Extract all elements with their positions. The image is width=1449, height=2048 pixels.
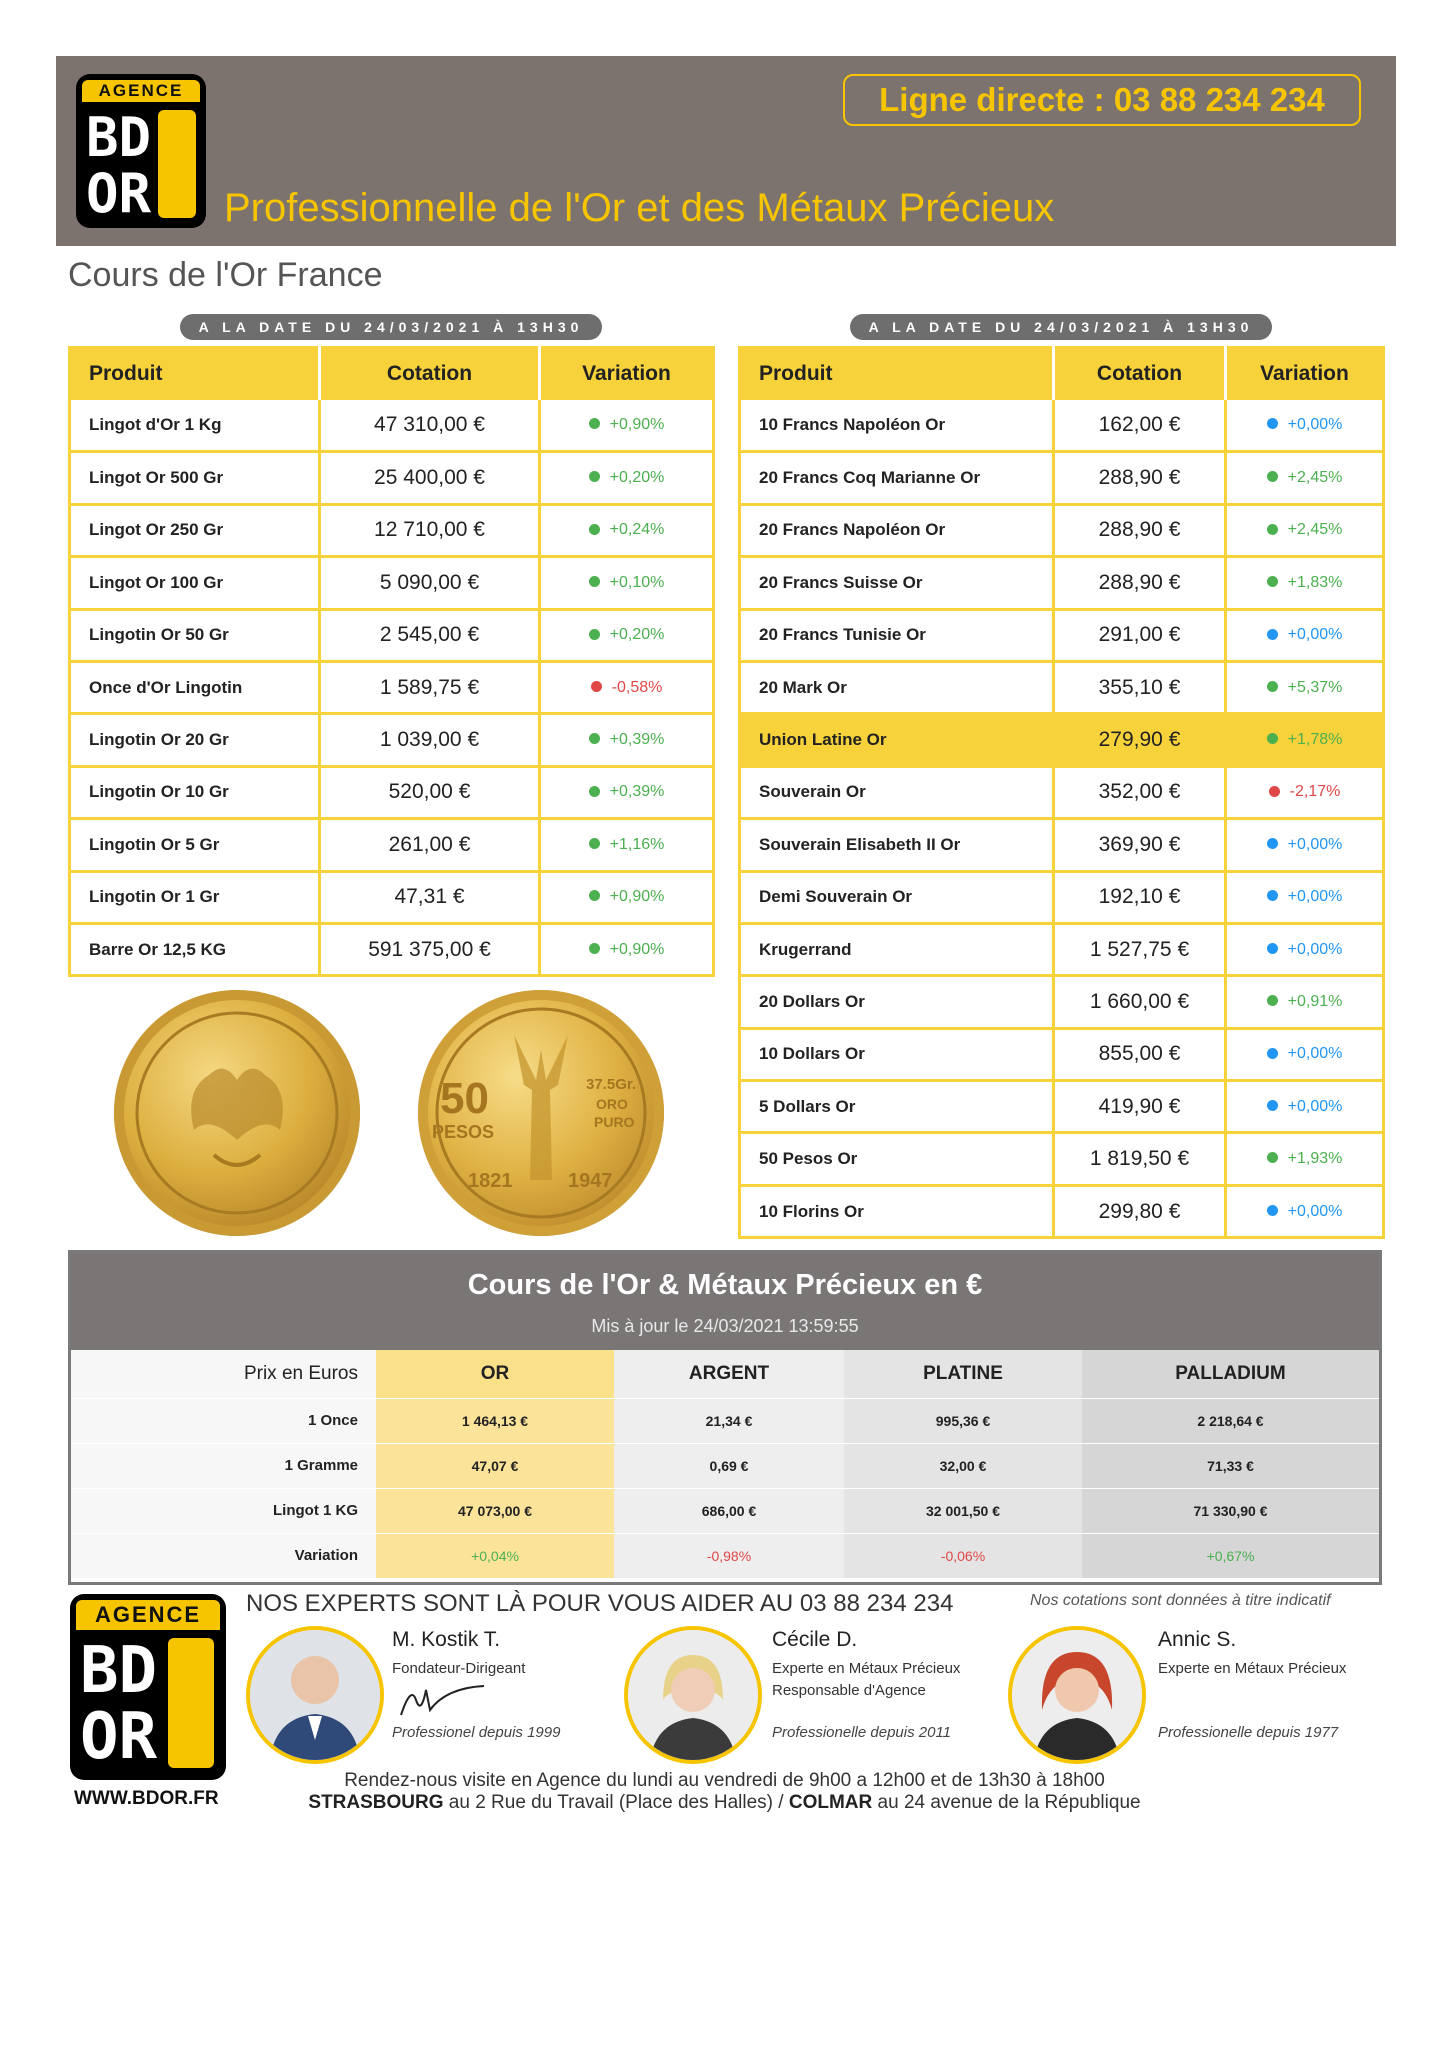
expert-photo-kostik	[246, 1626, 384, 1764]
address-strasbourg: au 2 Rue du Travail (Place des Halles) /	[443, 1792, 789, 1813]
trend-dot-icon	[1267, 681, 1278, 692]
expert-role: Fondateur-Dirigeant	[392, 1660, 526, 1677]
header-argent: ARGENT	[614, 1350, 844, 1398]
table-row[interactable]	[740, 609, 1384, 661]
variation-value: +0,00%	[1287, 1045, 1343, 1063]
website-link[interactable]: WWW.BDOR.FR	[74, 1788, 219, 1809]
expert-since: Professionelle depuis 2011	[772, 1724, 952, 1741]
variation-value: +0,00%	[1287, 626, 1343, 644]
city-colmar: COLMAR	[788, 1792, 873, 1813]
product-variation	[540, 923, 714, 975]
trend-dot-icon	[589, 418, 600, 429]
header-palladium: PALLADIUM	[1082, 1350, 1379, 1398]
product-variation	[540, 819, 714, 871]
trend-dot-icon	[1267, 1048, 1278, 1059]
trend-dot-icon	[589, 890, 600, 901]
variation-value: +0,00%	[1287, 415, 1343, 433]
cell-or: 47 073,00 €	[376, 1488, 614, 1533]
product-variation	[540, 452, 714, 504]
product-price: 591 375,00 €	[320, 923, 540, 975]
trend-dot-icon	[1267, 733, 1278, 744]
coin-value: 50	[440, 1074, 489, 1123]
product-name: Krugerrand	[740, 923, 1054, 975]
cell-or-variation: +0,04%	[376, 1533, 614, 1578]
address-colmar: au 24 avenue de la République	[872, 1792, 1141, 1813]
cell-platine-variation: -0,06%	[844, 1533, 1082, 1578]
trend-dot-icon	[589, 471, 600, 482]
cell-palladium: 71,33 €	[1082, 1443, 1379, 1488]
product-variation	[540, 609, 714, 661]
eagle-emblem-icon	[114, 990, 360, 1236]
header-price: Cotation	[320, 348, 540, 400]
expert-since: Professionel depuis 1999	[392, 1724, 561, 1741]
product-variation	[1226, 714, 1384, 766]
table-row[interactable]	[740, 400, 1384, 452]
disclaimer-note: Nos cotations sont données à titre indicatif	[1030, 1592, 1331, 1609]
variation-value: +1,16%	[609, 835, 665, 853]
table-row[interactable]	[740, 976, 1384, 1028]
logo-bd-text: BD	[86, 106, 152, 169]
metals-price-table	[71, 1350, 1379, 1578]
table-row[interactable]	[740, 819, 1384, 871]
header-variation: Variation	[540, 348, 714, 400]
cell-argent-variation: -0,98%	[614, 1533, 844, 1578]
variation-value: +0,20%	[609, 626, 665, 644]
coin-unit: PESOS	[432, 1122, 495, 1142]
table-row[interactable]	[70, 714, 714, 766]
trend-dot-icon	[589, 838, 600, 849]
trend-dot-icon	[1267, 418, 1278, 429]
bullion-price-table	[68, 346, 715, 977]
trend-dot-icon	[589, 524, 600, 535]
product-name: 10 Florins Or	[740, 1185, 1054, 1237]
winged-victory-icon	[418, 990, 664, 1236]
expert-role-secondary: Responsable d'Agence	[772, 1682, 926, 1699]
product-price: 355,10 €	[1054, 661, 1226, 713]
product-name: Lingotin Or 5 Gr	[70, 819, 320, 871]
product-price: 25 400,00 €	[320, 452, 540, 504]
product-variation	[1226, 661, 1384, 713]
product-variation	[1226, 557, 1384, 609]
metals-header-row	[71, 1350, 1379, 1398]
product-variation	[540, 504, 714, 556]
header-product: Produit	[70, 348, 320, 400]
product-variation	[540, 557, 714, 609]
expert-role: Experte en Métaux Précieux	[1158, 1660, 1347, 1677]
product-name: 20 Mark Or	[740, 661, 1054, 713]
product-variation	[1226, 1185, 1384, 1237]
table-row[interactable]	[740, 452, 1384, 504]
variation-value: +1,93%	[1287, 1150, 1343, 1168]
header-product: Produit	[740, 348, 1054, 400]
product-price: 162,00 €	[1054, 400, 1226, 452]
expert-role: Experte en Métaux Précieux	[772, 1660, 961, 1677]
table-row[interactable]	[740, 661, 1384, 713]
expert-photo-cecile	[624, 1626, 762, 1764]
product-price: 47 310,00 €	[320, 400, 540, 452]
expert-name: Cécile D.	[772, 1628, 858, 1651]
product-name: Barre Or 12,5 KG	[70, 923, 320, 975]
trend-dot-icon	[1267, 524, 1278, 535]
product-name: 20 Francs Coq Marianne Or	[740, 452, 1054, 504]
cell-platine: 32,00 €	[844, 1443, 1082, 1488]
product-name: Lingot Or 250 Gr	[70, 504, 320, 556]
metals-panel-header	[71, 1253, 1379, 1350]
cell-platine: 32 001,50 €	[844, 1488, 1082, 1533]
table-row[interactable]	[70, 923, 714, 975]
product-name: Souverain Elisabeth II Or	[740, 819, 1054, 871]
table-header-row	[740, 348, 1384, 400]
variation-value: +0,00%	[1287, 888, 1343, 906]
tagline: Professionnelle de l'Or et des Métaux Précieux	[224, 186, 1055, 230]
logo-agence-label: AGENCE	[82, 80, 200, 102]
trend-dot-icon	[1267, 1152, 1278, 1163]
variation-value: +5,37%	[1287, 678, 1343, 696]
variation-value: +0,00%	[1287, 1097, 1343, 1115]
product-name: Lingotin Or 10 Gr	[70, 766, 320, 818]
agency-addresses	[0, 1792, 1449, 1814]
header-price: Cotation	[1054, 348, 1226, 400]
trend-dot-icon	[1267, 471, 1278, 482]
product-price: 291,00 €	[1054, 609, 1226, 661]
expert-photo-annic	[1008, 1626, 1146, 1764]
table-row[interactable]	[70, 400, 714, 452]
product-variation	[1226, 1133, 1384, 1185]
variation-value: +0,20%	[609, 469, 665, 487]
product-variation	[1226, 871, 1384, 923]
cell-argent: 686,00 €	[614, 1488, 844, 1533]
metals-updated-time: Mis à jour le 24/03/2021 13:59:55	[591, 1316, 859, 1336]
precious-metals-panel	[68, 1250, 1382, 1585]
coin-metal-oro: ORO	[596, 1096, 628, 1112]
product-price: 12 710,00 €	[320, 504, 540, 556]
trend-dot-icon	[591, 681, 602, 692]
coin-metal-puro: PURO	[594, 1114, 635, 1130]
page-title: Cours de l'Or France	[68, 256, 383, 294]
product-variation	[540, 400, 714, 452]
person-avatar-icon	[1012, 1630, 1142, 1760]
table-row	[71, 1398, 1379, 1443]
product-price: 299,80 €	[1054, 1185, 1226, 1237]
product-price: 288,90 €	[1054, 504, 1226, 556]
trend-dot-icon	[1267, 1100, 1278, 1111]
logo-gold-bar	[158, 110, 196, 218]
person-avatar-icon	[628, 1630, 758, 1760]
product-price: 288,90 €	[1054, 452, 1226, 504]
header-banner	[56, 56, 1396, 246]
table-row[interactable]	[740, 923, 1384, 975]
trend-dot-icon	[1267, 629, 1278, 640]
row-label: Variation	[71, 1533, 376, 1578]
header-prix-en-euros: Prix en Euros	[71, 1350, 376, 1398]
variation-value: +0,39%	[609, 783, 665, 801]
trend-dot-icon	[1267, 838, 1278, 849]
variation-value: +0,10%	[609, 573, 665, 591]
product-price: 47,31 €	[320, 871, 540, 923]
product-variation	[1226, 504, 1384, 556]
mexican-eagle-coin-image	[114, 990, 360, 1236]
table-row[interactable]	[740, 871, 1384, 923]
trend-dot-icon	[589, 733, 600, 744]
coin-price-table	[738, 346, 1385, 1239]
product-name: Demi Souverain Or	[740, 871, 1054, 923]
product-price: 1 589,75 €	[320, 661, 540, 713]
trend-dot-icon	[1267, 995, 1278, 1006]
experts-heading: NOS EXPERTS SONT LÀ POUR VOUS AIDER AU 03 88 234 234	[246, 1590, 954, 1617]
cell-palladium: 71 330,90 €	[1082, 1488, 1379, 1533]
row-label: 1 Once	[71, 1398, 376, 1443]
table-row[interactable]	[70, 661, 714, 713]
product-name: 20 Francs Tunisie Or	[740, 609, 1054, 661]
product-name: Lingot Or 500 Gr	[70, 452, 320, 504]
product-price: 279,90 €	[1054, 714, 1226, 766]
row-label: Lingot 1 KG	[71, 1488, 376, 1533]
table-row[interactable]	[740, 1081, 1384, 1133]
cell-argent: 21,34 €	[614, 1398, 844, 1443]
variation-value: +0,90%	[609, 888, 665, 906]
header-or: OR	[376, 1350, 614, 1398]
table-row[interactable]	[740, 1133, 1384, 1185]
table-row[interactable]	[70, 504, 714, 556]
product-variation	[1226, 766, 1384, 818]
product-name: Union Latine Or	[740, 714, 1054, 766]
table-row[interactable]	[740, 504, 1384, 556]
product-name: 20 Francs Suisse Or	[740, 557, 1054, 609]
product-price: 1 660,00 €	[1054, 976, 1226, 1028]
product-price: 1 819,50 €	[1054, 1133, 1226, 1185]
table-row[interactable]	[70, 766, 714, 818]
metals-title: Cours de l'Or & Métaux Précieux en €	[467, 1269, 983, 1301]
table-row[interactable]	[70, 819, 714, 871]
product-variation	[1226, 1028, 1384, 1080]
date-badge-left: A LA DATE DU 24/03/2021 À 13H30	[180, 314, 602, 340]
variation-value: +1,83%	[1287, 573, 1343, 591]
product-name: Lingotin Or 20 Gr	[70, 714, 320, 766]
city-strasbourg: STRASBOURG	[308, 1792, 444, 1813]
cell-palladium-variation: +0,67%	[1082, 1533, 1379, 1578]
coin-year-left: 1821	[468, 1170, 513, 1192]
coin-year-right: 1947	[568, 1170, 613, 1192]
expert-name: M. Kostik T.	[392, 1628, 501, 1651]
signature-icon	[396, 1680, 486, 1720]
table-row[interactable]	[740, 1028, 1384, 1080]
variation-value: +0,00%	[1287, 1202, 1343, 1220]
trend-dot-icon	[589, 576, 600, 587]
variation-value: +0,91%	[1287, 992, 1343, 1010]
product-name: 20 Francs Napoléon Or	[740, 504, 1054, 556]
logo-or-text: OR	[80, 1700, 158, 1774]
product-variation	[540, 766, 714, 818]
table-row	[71, 1443, 1379, 1488]
opening-hours: Rendez-nous visite en Agence du lundi au vendredi de 9h00 a 12h00 et de 13h30 à 18h00	[344, 1770, 1105, 1791]
product-price: 1 527,75 €	[1054, 923, 1226, 975]
variation-value: +0,39%	[609, 731, 665, 749]
product-name: 5 Dollars Or	[740, 1081, 1054, 1133]
mexican-50-pesos-coin-image	[418, 990, 664, 1236]
product-name: Lingotin Or 50 Gr	[70, 609, 320, 661]
product-variation	[540, 714, 714, 766]
product-name: 20 Dollars Or	[740, 976, 1054, 1028]
trend-dot-icon	[1267, 943, 1278, 954]
cell-platine: 995,36 €	[844, 1398, 1082, 1443]
person-avatar-icon	[250, 1630, 380, 1760]
table-row[interactable]	[740, 557, 1384, 609]
variation-value: +0,90%	[609, 415, 665, 433]
product-name: Souverain Or	[740, 766, 1054, 818]
product-name: Lingotin Or 1 Gr	[70, 871, 320, 923]
cell-palladium: 2 218,64 €	[1082, 1398, 1379, 1443]
product-price: 855,00 €	[1054, 1028, 1226, 1080]
product-price: 5 090,00 €	[320, 557, 540, 609]
product-name: Once d'Or Lingotin	[70, 661, 320, 713]
product-price: 288,90 €	[1054, 557, 1226, 609]
variation-value: +2,45%	[1287, 469, 1343, 487]
trend-dot-icon	[1267, 1205, 1278, 1216]
table-row[interactable]	[740, 714, 1384, 766]
cell-or: 1 464,13 €	[376, 1398, 614, 1443]
variation-value: -2,17%	[1289, 783, 1341, 801]
trend-dot-icon	[589, 629, 600, 640]
trend-dot-icon	[589, 786, 600, 797]
expert-name: Annic S.	[1158, 1628, 1237, 1651]
product-name: 10 Dollars Or	[740, 1028, 1054, 1080]
variation-value: +2,45%	[1287, 521, 1343, 539]
product-price: 1 039,00 €	[320, 714, 540, 766]
product-price: 369,90 €	[1054, 819, 1226, 871]
logo-bd-text: BD	[80, 1634, 158, 1708]
table-row	[71, 1488, 1379, 1533]
product-variation	[540, 661, 714, 713]
bdor-footer-logo[interactable]	[70, 1594, 226, 1780]
variation-value: +0,24%	[609, 521, 665, 539]
product-variation	[1226, 609, 1384, 661]
cell-argent: 0,69 €	[614, 1443, 844, 1488]
product-price: 2 545,00 €	[320, 609, 540, 661]
variation-value: +1,78%	[1287, 731, 1343, 749]
trend-dot-icon	[1267, 890, 1278, 901]
hotline-phone[interactable]: Ligne directe : 03 88 234 234	[843, 74, 1361, 126]
expert-since: Professionelle depuis 1977	[1158, 1724, 1339, 1741]
product-name: Lingot d'Or 1 Kg	[70, 400, 320, 452]
product-price: 352,00 €	[1054, 766, 1226, 818]
variation-value: -0,58%	[611, 678, 663, 696]
variation-value: +0,00%	[1287, 835, 1343, 853]
product-variation	[1226, 923, 1384, 975]
product-variation	[1226, 452, 1384, 504]
product-price: 261,00 €	[320, 819, 540, 871]
logo-gold-bar	[168, 1638, 214, 1768]
cell-or: 47,07 €	[376, 1443, 614, 1488]
header-platine: PLATINE	[844, 1350, 1082, 1398]
table-row[interactable]	[70, 609, 714, 661]
header-variation: Variation	[1226, 348, 1384, 400]
date-badge-right: A LA DATE DU 24/03/2021 À 13H30	[850, 314, 1272, 340]
coin-weight: 37.5Gr.	[586, 1076, 637, 1093]
product-name: 50 Pesos Or	[740, 1133, 1054, 1185]
logo-or-text: OR	[86, 162, 152, 225]
trend-dot-icon	[1269, 786, 1280, 797]
product-variation	[1226, 1081, 1384, 1133]
table-row[interactable]	[740, 766, 1384, 818]
product-variation	[1226, 976, 1384, 1028]
product-variation	[1226, 819, 1384, 871]
table-row[interactable]	[70, 871, 714, 923]
table-row[interactable]	[70, 452, 714, 504]
product-price: 419,90 €	[1054, 1081, 1226, 1133]
table-row[interactable]	[740, 1185, 1384, 1237]
product-price: 192,10 €	[1054, 871, 1226, 923]
table-row-variation	[71, 1533, 1379, 1578]
trend-dot-icon	[589, 943, 600, 954]
variation-value: +0,00%	[1287, 940, 1343, 958]
product-variation	[1226, 400, 1384, 452]
product-name: 10 Francs Napoléon Or	[740, 400, 1054, 452]
bdor-logo[interactable]	[76, 74, 206, 228]
trend-dot-icon	[1267, 576, 1278, 587]
table-row[interactable]	[70, 557, 714, 609]
product-price: 520,00 €	[320, 766, 540, 818]
product-name: Lingot Or 100 Gr	[70, 557, 320, 609]
logo-agence-label: AGENCE	[76, 1600, 220, 1630]
variation-value: +0,90%	[609, 940, 665, 958]
product-variation	[540, 871, 714, 923]
table-header-row	[70, 348, 714, 400]
row-label: 1 Gramme	[71, 1443, 376, 1488]
